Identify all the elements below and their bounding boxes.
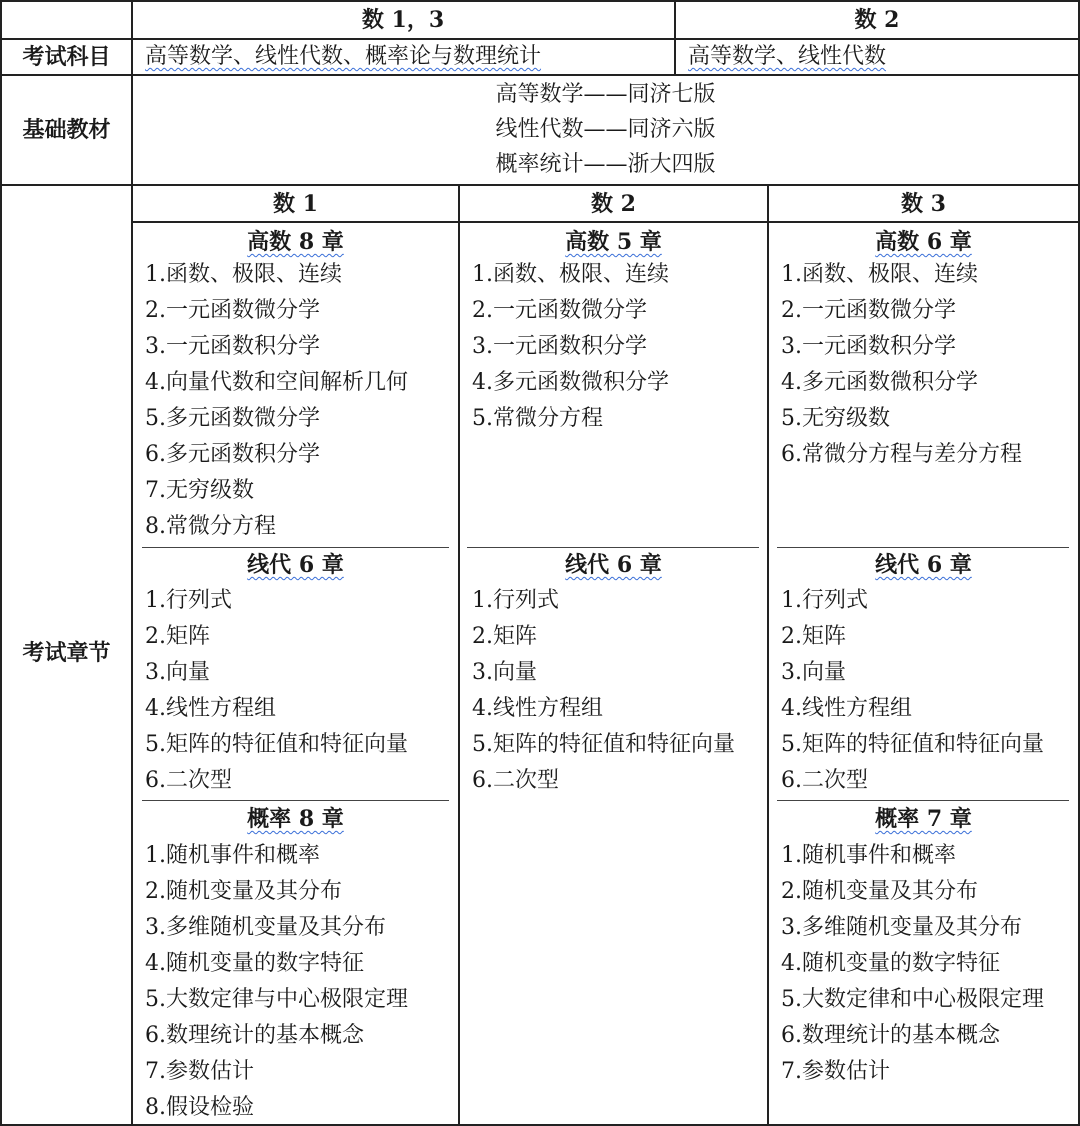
list-item: 5.矩阵的特征值和特征向量 <box>145 732 408 757</box>
list-item: 3.一元函数积分学 <box>472 334 647 359</box>
list-item: 4.向量代数和空间解析几何 <box>145 370 408 395</box>
list-item: 1.随机事件和概率 <box>781 843 956 868</box>
section-title-linear-algebra: 线代 6 章 <box>565 552 662 578</box>
section-title-probability: 概率 8 章 <box>247 806 344 832</box>
list-item: 2.随机变量及其分布 <box>145 879 342 904</box>
list-item: 3.向量 <box>472 660 537 685</box>
chapter-list-linear-algebra <box>145 583 408 799</box>
list-item: 6.二次型 <box>472 768 559 793</box>
list-item: 1.行列式 <box>781 588 868 613</box>
section-divider <box>467 547 759 548</box>
chapter-list-linear-algebra <box>781 583 1044 799</box>
subjects-group-b: 高等数学、线性代数 <box>688 44 887 69</box>
list-item: 3.向量 <box>145 660 210 685</box>
list-item: 6.数理统计的基本概念 <box>781 1023 1000 1048</box>
list-item: 2.一元函数微分学 <box>781 298 956 323</box>
list-item: 8.常微分方程 <box>145 514 276 539</box>
textbooks-label: 基础教材 <box>22 117 111 143</box>
list-item: 1.行列式 <box>472 588 559 613</box>
chapter-list-calculus <box>145 257 408 545</box>
section-divider <box>777 800 1069 801</box>
list-item: 4.线性方程组 <box>145 696 276 721</box>
list-item: 6.二次型 <box>781 768 868 793</box>
list-item: 5.矩阵的特征值和特征向量 <box>781 732 1044 757</box>
section-divider <box>142 800 449 801</box>
subjects-group-a: 高等数学、线性代数、概率论与数理统计 <box>145 44 542 69</box>
list-item: 2.矩阵 <box>781 624 846 649</box>
list-item: 2.随机变量及其分布 <box>781 879 978 904</box>
col-divider-1 <box>458 184 460 1126</box>
list-item: 5.多元函数微分学 <box>145 406 320 431</box>
list-item: 2.一元函数微分学 <box>145 298 320 323</box>
list-item: 6.多元函数积分学 <box>145 442 320 467</box>
list-item: 2.矩阵 <box>145 624 210 649</box>
list-item: 5.矩阵的特征值和特征向量 <box>472 732 735 757</box>
column-heading-shu1: 数 1 <box>273 191 318 217</box>
list-item: 6.二次型 <box>145 768 232 793</box>
list-item: 2.一元函数微分学 <box>472 298 647 323</box>
list-item: 5.常微分方程 <box>472 406 603 431</box>
chapter-list-linear-algebra <box>472 583 735 799</box>
table-border-top <box>0 0 1080 2</box>
list-item: 7.参数估计 <box>145 1059 254 1084</box>
column-heading-shu2: 数 2 <box>591 191 636 217</box>
section-divider <box>142 547 449 548</box>
list-item: 4.线性方程组 <box>472 696 603 721</box>
row-divider-subjects <box>0 74 1080 76</box>
chapter-list-probability <box>145 838 408 1126</box>
list-item: 3.向量 <box>781 660 846 685</box>
subjects-label: 考试科目 <box>22 44 111 70</box>
list-item: 4.多元函数微积分学 <box>472 370 669 395</box>
textbook-line: 线性代数——同济六版 <box>495 117 716 142</box>
chapters-label: 考试章节 <box>22 640 111 666</box>
table-border-left <box>0 0 2 1126</box>
column-heading-shu3: 数 3 <box>901 191 946 217</box>
list-item: 5.大数定律和中心极限定理 <box>781 987 1044 1012</box>
list-item: 4.线性方程组 <box>781 696 912 721</box>
list-item: 4.多元函数微积分学 <box>781 370 978 395</box>
section-title-calculus: 高数 6 章 <box>875 229 972 255</box>
list-item: 1.随机事件和概率 <box>145 843 320 868</box>
textbook-line: 概率统计——浙大四版 <box>495 152 716 177</box>
section-title-calculus: 高数 5 章 <box>565 229 662 255</box>
list-item: 2.矩阵 <box>472 624 537 649</box>
list-item: 4.随机变量的数字特征 <box>781 951 1000 976</box>
header-group-a: 数 1，3 <box>361 7 445 33</box>
list-item: 4.随机变量的数字特征 <box>145 951 364 976</box>
list-item: 1.函数、极限、连续 <box>472 262 669 287</box>
list-item: 1.函数、极限、连续 <box>145 262 342 287</box>
list-item: 3.多维随机变量及其分布 <box>145 915 386 940</box>
section-divider <box>777 547 1069 548</box>
row-divider-chapter-heading <box>132 221 1080 223</box>
section-title-linear-algebra: 线代 6 章 <box>875 552 972 578</box>
list-item: 5.大数定律与中心极限定理 <box>145 987 408 1012</box>
list-item: 3.一元函数积分学 <box>145 334 320 359</box>
chapter-list-calculus <box>781 257 1022 473</box>
col-divider-2 <box>767 184 769 1126</box>
section-title-calculus: 高数 8 章 <box>247 229 344 255</box>
list-item: 7.参数估计 <box>781 1059 890 1084</box>
list-item: 1.行列式 <box>145 588 232 613</box>
textbook-line: 高等数学——同济七版 <box>495 82 716 107</box>
section-title-linear-algebra: 线代 6 章 <box>247 552 344 578</box>
list-item: 1.函数、极限、连续 <box>781 262 978 287</box>
chapter-list-calculus <box>472 257 669 437</box>
list-item: 7.无穷级数 <box>145 478 254 503</box>
row-divider-header <box>0 38 1080 40</box>
list-item: 6.常微分方程与差分方程 <box>781 442 1022 467</box>
list-item: 3.一元函数积分学 <box>781 334 956 359</box>
list-item: 5.无穷级数 <box>781 406 890 431</box>
header-group-b: 数 2 <box>854 7 900 33</box>
list-item: 6.数理统计的基本概念 <box>145 1023 364 1048</box>
row-divider-textbooks <box>0 184 1080 186</box>
list-item: 8.假设检验 <box>145 1095 254 1120</box>
section-title-probability: 概率 7 章 <box>875 806 972 832</box>
chapter-list-probability <box>781 838 1044 1090</box>
list-item: 3.多维随机变量及其分布 <box>781 915 1022 940</box>
